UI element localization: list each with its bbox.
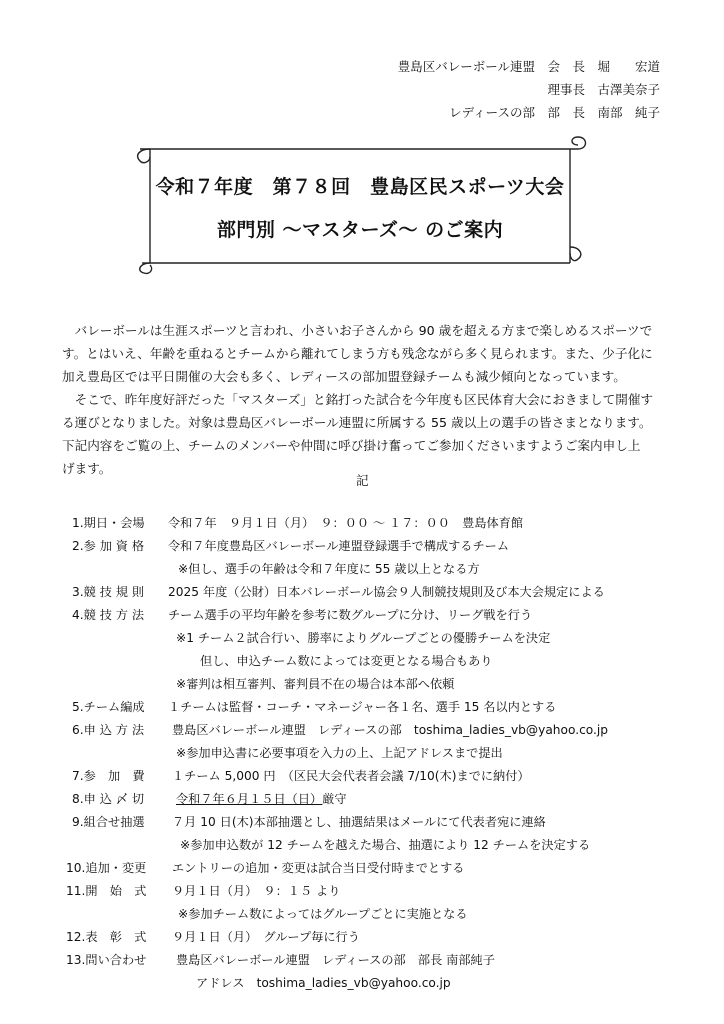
title-line-2: 部門別 ～マスターズ～ のご案内: [216, 219, 504, 241]
sender-director: 理事長 古澤美奈子: [547, 82, 660, 97]
note-text: ※但し、選手の年齢は令和７年度に 55 歳以上となる方: [178, 562, 480, 576]
detail-value: 豊島区バレーボール連盟 レディースの部 部長 南部純子: [176, 953, 495, 967]
intro-line: げます。: [62, 461, 112, 476]
note-text: ※参加チーム数によってはグループごとに実施となる: [178, 907, 468, 921]
detail-value: [176, 789, 347, 809]
title-scroll-banner: [130, 135, 590, 275]
deadline-strict: 厳守: [322, 792, 347, 806]
detail-value: １チーム 5,000 円 （区民大会代表者会議 7/10(木)までに納付）: [172, 769, 530, 783]
sender-chairman: 豊島区バレーボール連盟 会 長 堀 宏道: [397, 59, 660, 74]
intro-line: 下記内容をご覧の上、チームのメンバーや仲間に呼び掛け奮ってご参加くださいますようご案内申し上: [62, 438, 641, 453]
note-text: ※参加申込書に必要事項を入力の上、上記アドレスまで提出: [176, 746, 503, 760]
detail-label: 8.申 込 〆 切: [72, 792, 145, 806]
detail-label: 5.チーム編成: [72, 700, 145, 714]
contact-address: アドレス toshima_ladies_vb@yahoo.co.jp: [196, 976, 451, 990]
detail-value: エントリーの追加・変更は試合当日受付時までとする: [172, 861, 465, 875]
detail-label: 2.参 加 資 格: [72, 539, 145, 553]
note-text: ※審判は相互審判、審判員不在の場合は本部へ依頼: [176, 677, 455, 691]
detail-value: チーム選手の平均年齢を参考に数グループに分け、リーグ戦を行う: [168, 608, 533, 622]
detail-value: ７月 10 日(木)本部抽選とし、抽選結果はメールにて代表者宛に連絡: [172, 815, 546, 829]
detail-value: １チームは監督・コーチ・マネージャー各１名、選手 15 名以内とする: [168, 700, 557, 714]
sender-ladies-head: レディースの部 部 長 南部 純子: [449, 105, 660, 120]
deadline-date: 令和７年６月１５日（日）: [176, 792, 323, 806]
note-text: ※参加申込数が 12 チームを越えた場合、抽選により 12 チームを決定する: [180, 838, 591, 852]
detail-label: 4.競 技 方 法: [72, 608, 145, 622]
title-line-1: 令和７年度 第７８回 豊島区民スポーツ大会: [155, 176, 565, 198]
detail-label: 9.組合せ抽選: [72, 815, 145, 829]
detail-label: 10.追加・変更: [66, 861, 147, 875]
ki-heading: 記: [356, 473, 369, 488]
scroll-frame: [130, 135, 590, 275]
intro-line: 加え豊島区では平日開催の大会も多く、レディースの部加盟登録チームも減少傾向となっています。: [62, 369, 626, 384]
intro-line: す。とはいえ、年齢を重ねるとチームから離れてしまう方も残念ながら多く見られます。また、少子化に: [62, 346, 653, 361]
note-text: 但し、申込チーム数によっては変更となる場合もあり: [200, 654, 493, 668]
detail-label: 1.期日・会場: [72, 516, 145, 530]
detail-label: 11.開 始 式: [66, 884, 147, 898]
detail-value: ９月１日（月） グループ毎に行う: [172, 930, 360, 944]
detail-label: 13.問い合わせ: [66, 953, 147, 967]
note-text: ※1 チーム２試合行い、勝率によりグループごとの優勝チームを決定: [176, 631, 551, 645]
detail-value: 令和７年 ９月１日（月） ９：００ ～ １７：００ 豊島体育館: [168, 516, 524, 530]
intro-line: バレーボールは生涯スポーツと言われ、小さいお子さんから 90 歳を超える方まで楽しめるスポーツで: [62, 323, 653, 338]
detail-value: 2025 年度（公財）日本バレーボール協会９人制競技規則及び本大会規定による: [168, 585, 605, 599]
detail-label: 7.参 加 費: [72, 769, 145, 783]
detail-value: 令和７年度豊島区バレーボール連盟登録選手で構成するチーム: [168, 539, 510, 553]
detail-label: 6.申 込 方 法: [72, 723, 145, 737]
detail-label: 3.競 技 規 則: [72, 585, 145, 599]
detail-value: ９月１日（月） ９：１５ より: [172, 884, 341, 898]
intro-line: そこで、昨年度好評だった「マスターズ」と銘打った試合を今年度も区民体育大会におきまして開催す: [62, 392, 654, 407]
detail-value: 豊島区バレーボール連盟 レディースの部 toshima_ladies_vb@yahoo.co.jp: [172, 723, 609, 737]
detail-label: 12.表 彰 式: [66, 930, 147, 944]
intro-line: る運びとなりました。対象は豊島区バレーボール連盟に所属する 55 歳以上の選手の皆さまとなります。: [62, 415, 652, 430]
